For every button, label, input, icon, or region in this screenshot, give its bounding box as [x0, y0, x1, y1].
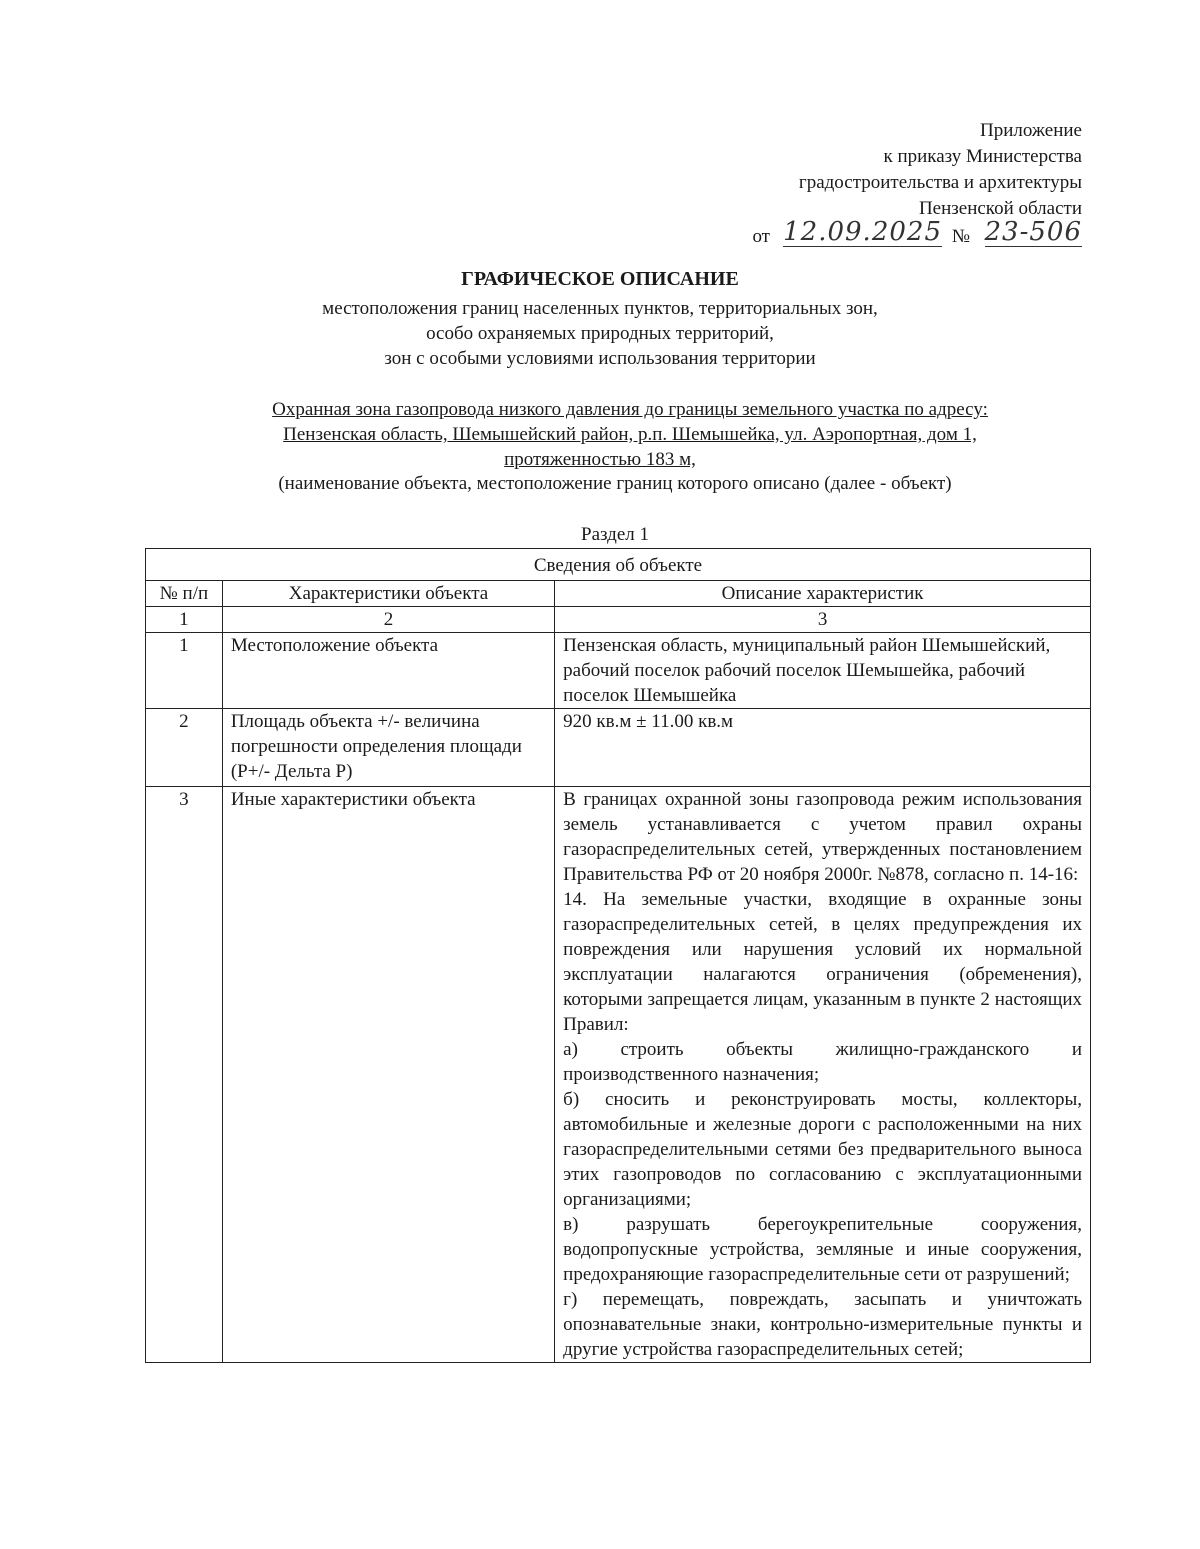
object-name: [0, 397, 1200, 472]
row-number: 2: [146, 709, 223, 787]
object-caption: (наименование объекта, местоположение границ которого описано (далее - объект): [278, 473, 952, 494]
row-number: 1: [146, 633, 223, 709]
handwritten-date: 12.09.2025: [783, 217, 942, 247]
description-paragraph: б) сносить и реконструировать мосты, коллекторы, автомобильные и железные дороги с расположенными на них газораспределительными сетями без предварительного выноса этих газопроводов по согласованию с эксплуатационными организациями;: [563, 1089, 1082, 1210]
appendix-line: к приказу Министерства: [883, 146, 1082, 167]
row-description: Пензенская область, муниципальный район Шемышейский, рабочий поселок рабочий поселок Шемышейка, рабочий поселок Шемышейка: [555, 633, 1091, 709]
description-paragraph: 14. На земельные участки, входящие в охранные зоны газораспределительных сетей, в целях предупреждения их повреждения или нарушения условий их нормальной эксплуатации налагаются ограничения (обременения), которыми запрещается лицам, указанным в пункте 2 настоящих Правил:: [563, 889, 1082, 1035]
table-caption: Сведения об объекте: [146, 549, 1091, 581]
subtitle-line: особо охраняемых природных территорий,: [426, 323, 774, 344]
table-caption-row: [146, 549, 1091, 581]
column-number: 1: [146, 607, 223, 633]
object-name-line: протяженностью 183 м,: [504, 449, 696, 470]
order-date-line: [752, 217, 1082, 252]
column-number: 2: [222, 607, 554, 633]
section-title: Раздел 1: [581, 524, 649, 545]
description-paragraph: г) перемещать, повреждать, засыпать и уничтожать опознавательные знаки, контрольно-измерительные пункты и другие устройства газораспределительных сетей;: [563, 1289, 1082, 1360]
subtitle-line: местоположения границ населенных пунктов, территориальных зон,: [322, 298, 878, 319]
table-row: [146, 787, 1091, 1363]
object-name-line: Охранная зона газопровода низкого давления до границы земельного участка по адресу:: [272, 399, 988, 420]
description-paragraph: а) строить объекты жилищно-гражданского и производственного назначения;: [563, 1039, 1082, 1085]
date-prefix: от: [752, 226, 770, 247]
table-row: [146, 633, 1091, 709]
header-cell: Характеристики объекта: [222, 581, 554, 607]
description-paragraph: в) разрушать берегоукрепительные сооружения, водопропускные устройства, земляные и иные сооружения, предохраняющие газораспределительные сети от разрушений;: [563, 1214, 1082, 1285]
subtitle-line: зон с особыми условиями использования территории: [384, 348, 816, 369]
document-subtitle: [0, 296, 1200, 371]
row-characteristic: Площадь объекта +/- величина погрешности определения площади (Р+/- Дельта Р): [222, 709, 554, 787]
row-description: 920 кв.м ± 11.00 кв.м: [555, 709, 1091, 787]
table-header-row: [146, 581, 1091, 607]
row-characteristic: Иные характеристики объекта: [222, 787, 554, 1363]
object-name-line: Пензенская область, Шемышейский район, р.п. Шемышейка, ул. Аэропортная, дом 1,: [283, 424, 977, 445]
header-cell: № п/п: [146, 581, 223, 607]
row-description: [555, 787, 1091, 1363]
row-characteristic: Местоположение объекта: [222, 633, 554, 709]
object-info-table: [145, 548, 1091, 1363]
appendix-line: градостроительства и архитектуры: [798, 172, 1082, 193]
handwritten-number: 23-506: [984, 217, 1082, 247]
table-row: [146, 709, 1091, 787]
appendix-header: [752, 118, 1082, 252]
header-cell: Описание характеристик: [555, 581, 1091, 607]
number-prefix: №: [951, 226, 970, 247]
table-number-row: [146, 607, 1091, 633]
column-number: 3: [555, 607, 1091, 633]
description-paragraph: В границах охранной зоны газопровода режим использования земель устанавливается с учетом правил охраны газораспределительных сетей, утвержденных постановлением Правительства РФ от 20 ноября 2000г. №878, согласно п. 14-16:: [563, 789, 1082, 885]
appendix-line: Пензенской области: [918, 198, 1082, 219]
appendix-line: Приложение: [980, 120, 1082, 141]
row-number: 3: [146, 787, 223, 1363]
document-title: ГРАФИЧЕСКОЕ ОПИСАНИЕ: [461, 268, 739, 290]
